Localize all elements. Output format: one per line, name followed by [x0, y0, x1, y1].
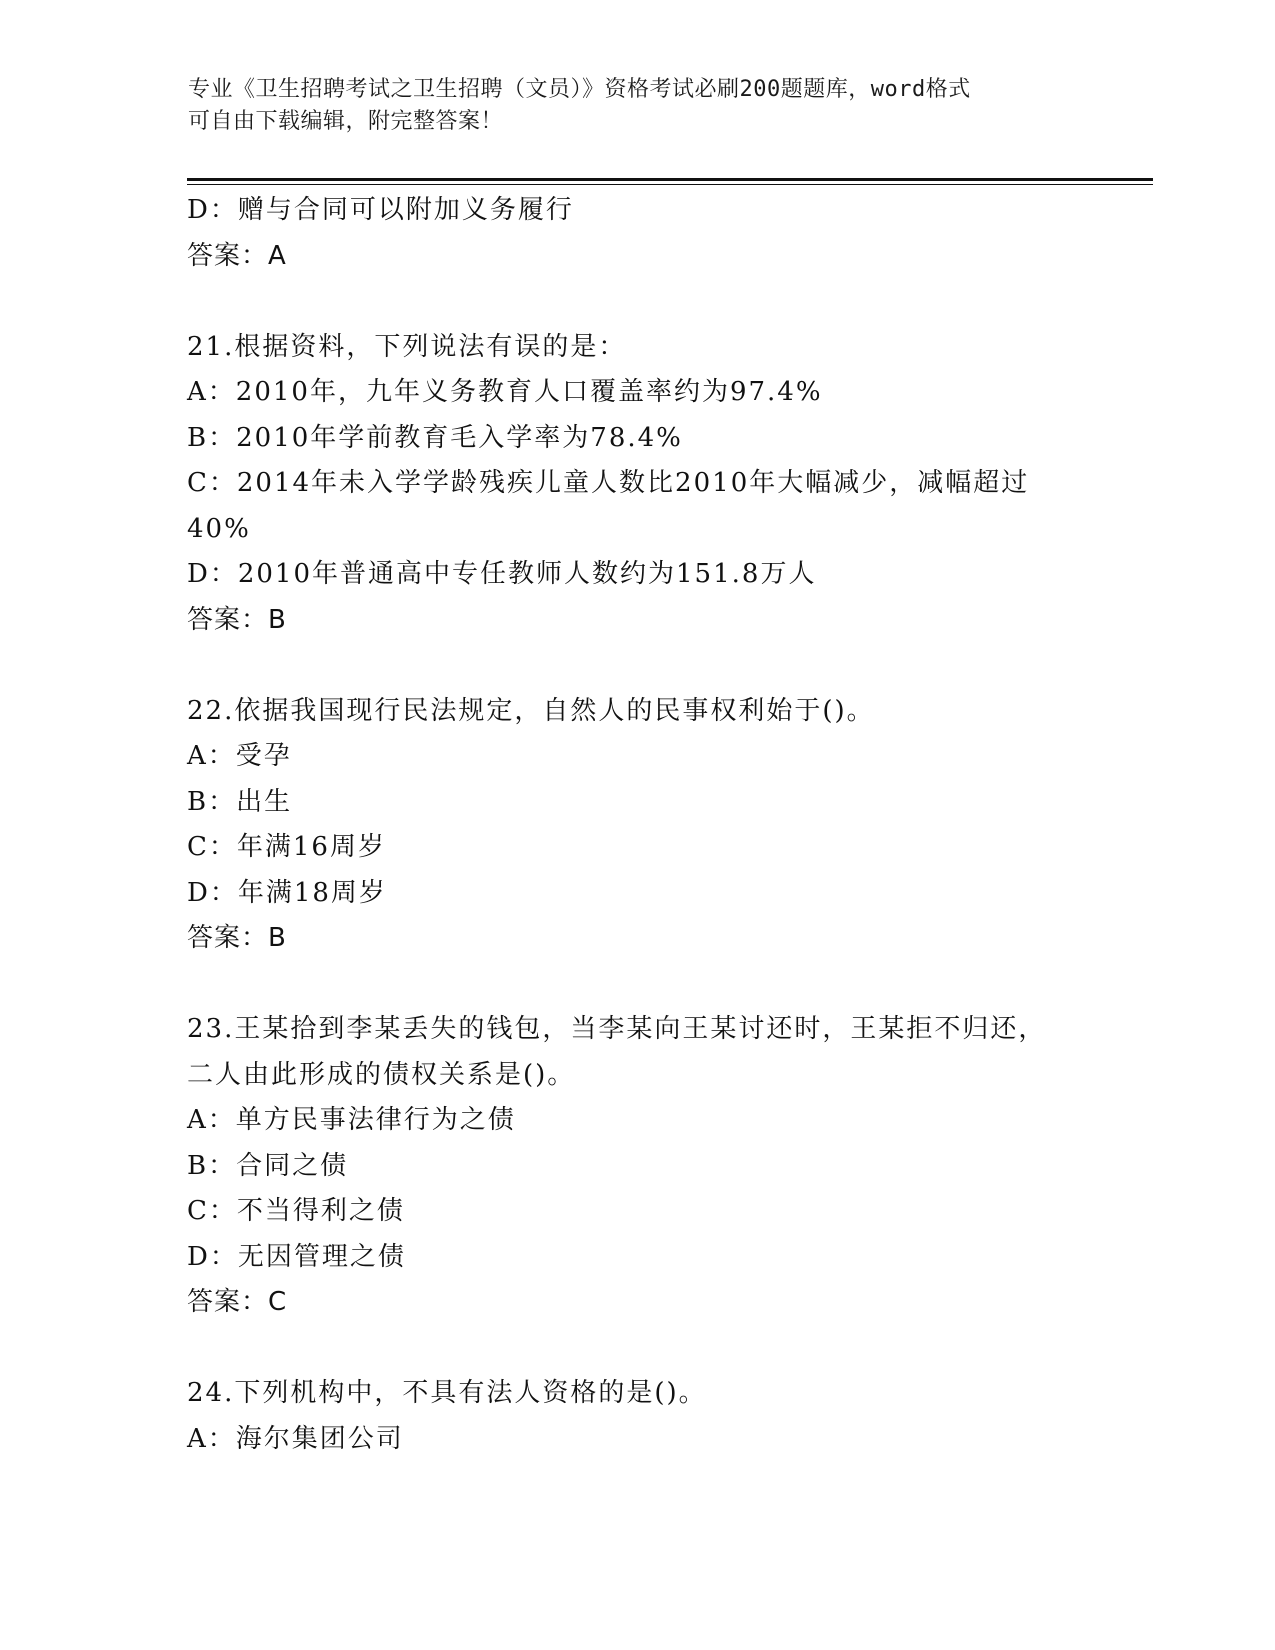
spacer	[187, 962, 1087, 1008]
header-rule-thick	[187, 178, 1153, 181]
question-text: 24.下列机构中，不具有法人资格的是()。	[187, 1378, 707, 1408]
question-text: 21.根据资料，下列说法有误的是：	[187, 331, 627, 362]
spacer	[187, 1326, 1087, 1372]
question-23	[187, 1007, 1087, 1326]
answer-line: 答案：B	[187, 923, 287, 953]
page-header	[188, 74, 1088, 138]
document-body	[187, 188, 1087, 1462]
spacer	[187, 279, 1087, 325]
question-text-continued: 二人由此形成的债权关系是()。	[187, 1059, 576, 1090]
question-22	[187, 689, 1087, 962]
question-text: 22.依据我国现行民法规定，自然人的民事权利始于()。	[187, 695, 875, 726]
option-c: C：年满16周岁	[187, 832, 386, 862]
answer-line: 答案：C	[187, 1287, 288, 1317]
header-title-line-2: 可自由下载编辑，附完整答案！	[188, 109, 504, 134]
question-21	[187, 325, 1087, 644]
header-title-line-1: 专业《卫生招聘考试之卫生招聘（文员）》资格考试必刷200题题库，word格式	[188, 77, 971, 102]
option-b: B：出生	[187, 786, 293, 817]
answer-line: 答案：A	[187, 240, 287, 271]
question-20-tail	[187, 188, 1087, 279]
option-c: C：不当得利之债	[187, 1196, 405, 1226]
option-a: A：受孕	[187, 741, 292, 771]
option-c: C：2014年未入学学龄残疾儿童人数比2010年大幅减少，减幅超过	[187, 468, 1030, 498]
option-d: D：2010年普通高中专任教师人数约为151.8万人	[187, 559, 817, 589]
option-d: D：年满18周岁	[187, 877, 387, 908]
option-a: A：2010年，九年义务教育人口覆盖率约为97.4%	[187, 377, 823, 407]
answer-line: 答案：B	[187, 604, 287, 635]
option-b: B：2010年学前教育毛入学率为78.4%	[187, 422, 683, 453]
question-text: 23.王某拾到李某丢失的钱包，当李某向王某讨还时，王某拒不归还，	[187, 1014, 1047, 1044]
option-d: D：无因管理之债	[187, 1241, 406, 1272]
header-rule-thin	[187, 184, 1153, 185]
option-d: D：赠与合同可以附加义务履行	[187, 195, 574, 225]
option-a: A：单方民事法律行为之债	[187, 1105, 516, 1135]
option-a: A：海尔集团公司	[187, 1423, 404, 1454]
question-24	[187, 1371, 1087, 1462]
option-b: B：合同之债	[187, 1150, 349, 1181]
option-c-continued: 40%	[187, 513, 251, 544]
spacer	[187, 643, 1087, 689]
